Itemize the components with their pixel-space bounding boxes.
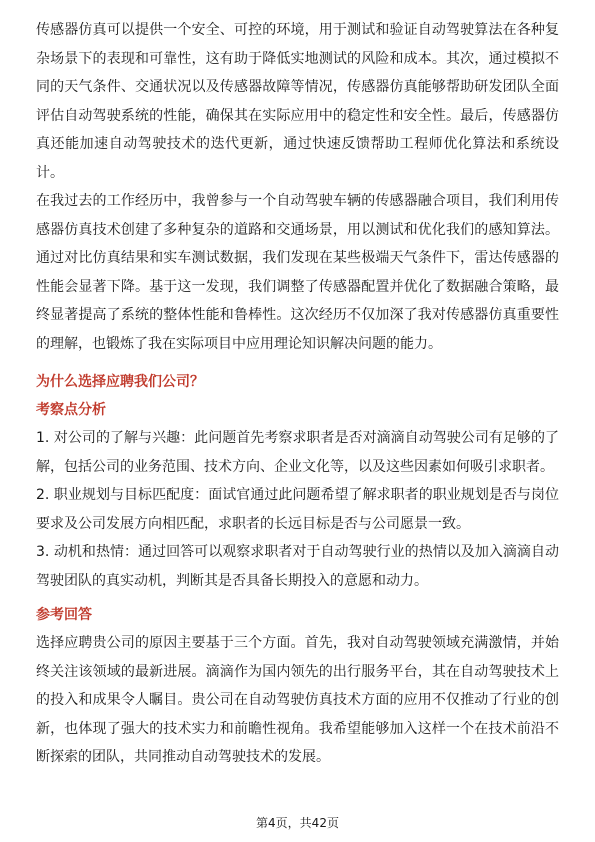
answer-heading: 参考回答 [36,607,92,623]
document-page [36,16,559,772]
intro-paragraph-1: 传感器仿真可以提供一个安全、可控的环境，用于测试和验证自动驾驶算法在各种复杂场景下的表现和可靠性，这有助于降低实地测试的风险和成本。其次，通过模拟不同的天气条件、交通状况以及传感器故障等情况，传感器仿真能够帮助研发团队全面评估自动驾驶系统的性能，确保其在实际应用中的稳定性和安全性。最后，传感器仿真还能加速自动驾驶技术的迭代更新，通过快速反馈帮助工程师优化算法和系统设计。 [36,22,559,181]
intro-paragraph-2: 在我过去的工作经历中，我曾参与一个自动驾驶车辆的传感器融合项目，我们利用传感器仿真技术创建了多种复杂的道路和交通场景，用以测试和优化我们的感知算法。通过对比仿真结果和实车测试数据，我们发现在某些极端天气条件下，雷达传感器的性能会显著下降。基于这一发现，我们调整了传感器配置并优化了数据融合策略，最终显著提高了系统的整体性能和鲁棒性。这次经历不仅加深了我对传感器仿真重要性的理解，也锻炼了我在实际项目中应用理论知识解决问题的能力。 [36,193,559,352]
analysis-heading: 考察点分析 [36,402,106,418]
answer-paragraph: 选择应聘贵公司的原因主要基于三个方面。首先，我对自动驾驶领域充满激情，并始终关注该领域的最新进展。滴滴作为国内领先的出行服务平台，其在自动驾驶技术上的投入和成果令人瞩目。贵公司在自动驾驶仿真技术方面的应用不仅推动了行业的创新，也体现了强大的技术实力和前瞻性视角。我希望能够加入这样一个在技术前沿不断探索的团队，共同推动自动驾驶技术的发展。 [36,635,559,765]
page-number: 第4页，共42页 [256,816,339,830]
analysis-point-3: 3. 动机和热情：通过回答可以观察求职者对于自动驾驶行业的热情以及加入滴滴自动驾驶团队的真实动机，判断其是否具备长期投入的意愿和动力。 [36,544,559,589]
analysis-point-2: 2. 职业规划与目标匹配度：面试官通过此问题希望了解求职者的职业规划是否与岗位要求及公司发展方向相匹配，求职者的长远目标是否与公司愿景一致。 [36,487,559,532]
analysis-point-1: 1. 对公司的了解与兴趣：此问题首先考察求职者是否对滴滴自动驾驶公司有足够的了解，包括公司的业务范围、技术方向、企业文化等，以及这些因素如何吸引求职者。 [36,430,559,475]
question-title: 为什么选择应聘我们公司？ [36,374,204,390]
